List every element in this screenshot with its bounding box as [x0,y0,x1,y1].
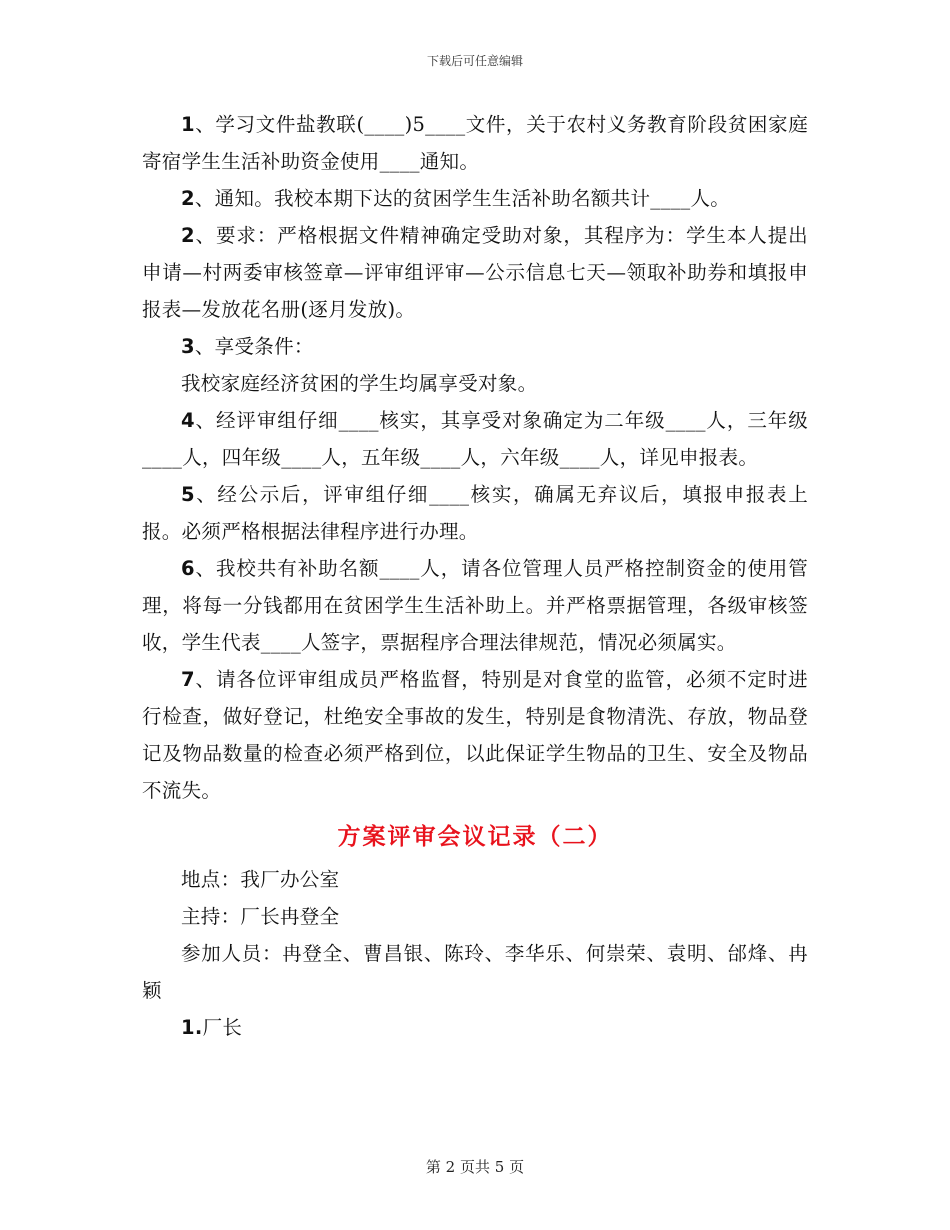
paragraph-text: 、通知。我校本期下达的贫困学生生活补助名额共计____人。 [194,187,731,210]
paragraph-text: 、学习文件盐教联(____)5____文件，关于农村义务教育阶段贫困家庭寄宿学生生活补助资金使用____通知。 [142,113,808,173]
meeting-location [142,861,808,898]
paragraph-1 [142,106,808,180]
paragraph-4 [142,328,808,365]
meeting-host [142,898,808,935]
paragraph-text: 主持：厂长冉登全 [181,905,340,928]
paragraph-number: 5 [181,483,195,506]
paragraph-number: 2 [181,187,195,210]
paragraph-number: 6 [181,557,195,580]
paragraph-text: 参加人员：冉登全、曹昌银、陈玲、李华乐、何崇荣、袁明、邰烽、冉颖 [142,942,808,1002]
paragraph-text: 、我校共有补助名额____人，请各位管理人员严格控制资金的使用管理，将每一分钱都用在贫困学生生活补助上。并严格票据管理，各级审核签收，学生代表____人签字，票据程序合理法律规范，情况必须属实。 [142,557,808,654]
section-title: 方案评审会议记录（二） [337,823,613,850]
paragraph-6 [142,402,808,476]
paragraph-number: 2 [181,224,195,247]
paragraph-text: 厂长 [202,1016,243,1039]
paragraph-number: 4 [181,409,195,432]
paragraph-3 [142,217,808,328]
paragraph-text: 、请各位评审组成员严格监督，特别是对食堂的监管，必须不定时进行检查，做好登记，杜绝安全事故的发生，特别是食物清洗、存放，物品登记及物品数量的检查必须严格到位，以此保证学生物品的卫生、安全及物品不流失。 [142,668,808,802]
paragraph-text: 地点：我厂办公室 [181,868,340,891]
paragraph-text: 、要求：严格根据文件精神确定受助对象，其程序为：学生本人提出申请—村两委审核签章—评审组评审—公示信息七天—领取补助券和填报申报表—发放花名册(逐月发放)。 [142,224,808,321]
paragraph-text: 、经公示后，评审组仔细____核实，确属无弃议后，填报申报表上报。必须严格根据法律程序进行办理。 [142,483,808,543]
paragraph-number: 3 [181,335,195,358]
page-footer: 第 2 页共 5 页 [425,1158,525,1176]
meeting-item-1 [142,1009,808,1046]
paragraph-text: 我校家庭经济贫困的学生均属享受对象。 [181,372,538,395]
meeting-attendees [142,935,808,1009]
paragraph-number: 7 [181,668,195,691]
paragraph-number: 1. [181,1016,203,1039]
paragraph-number: 1 [181,113,195,136]
page-header: 下载后可任意编辑 [426,54,523,68]
paragraph-text: 、经评审组仔细____核实，其享受对象确定为二年级____人，三年级____人，四年级____人，五年级____人，六年级____人，详见申报表。 [142,409,808,469]
paragraph-8 [142,550,808,661]
paragraph-text: 、享受条件： [194,335,314,358]
paragraph-5 [142,365,808,402]
paragraph-9 [142,661,808,809]
document-body [142,106,808,1046]
paragraph-7 [142,476,808,550]
paragraph-2 [142,180,808,217]
